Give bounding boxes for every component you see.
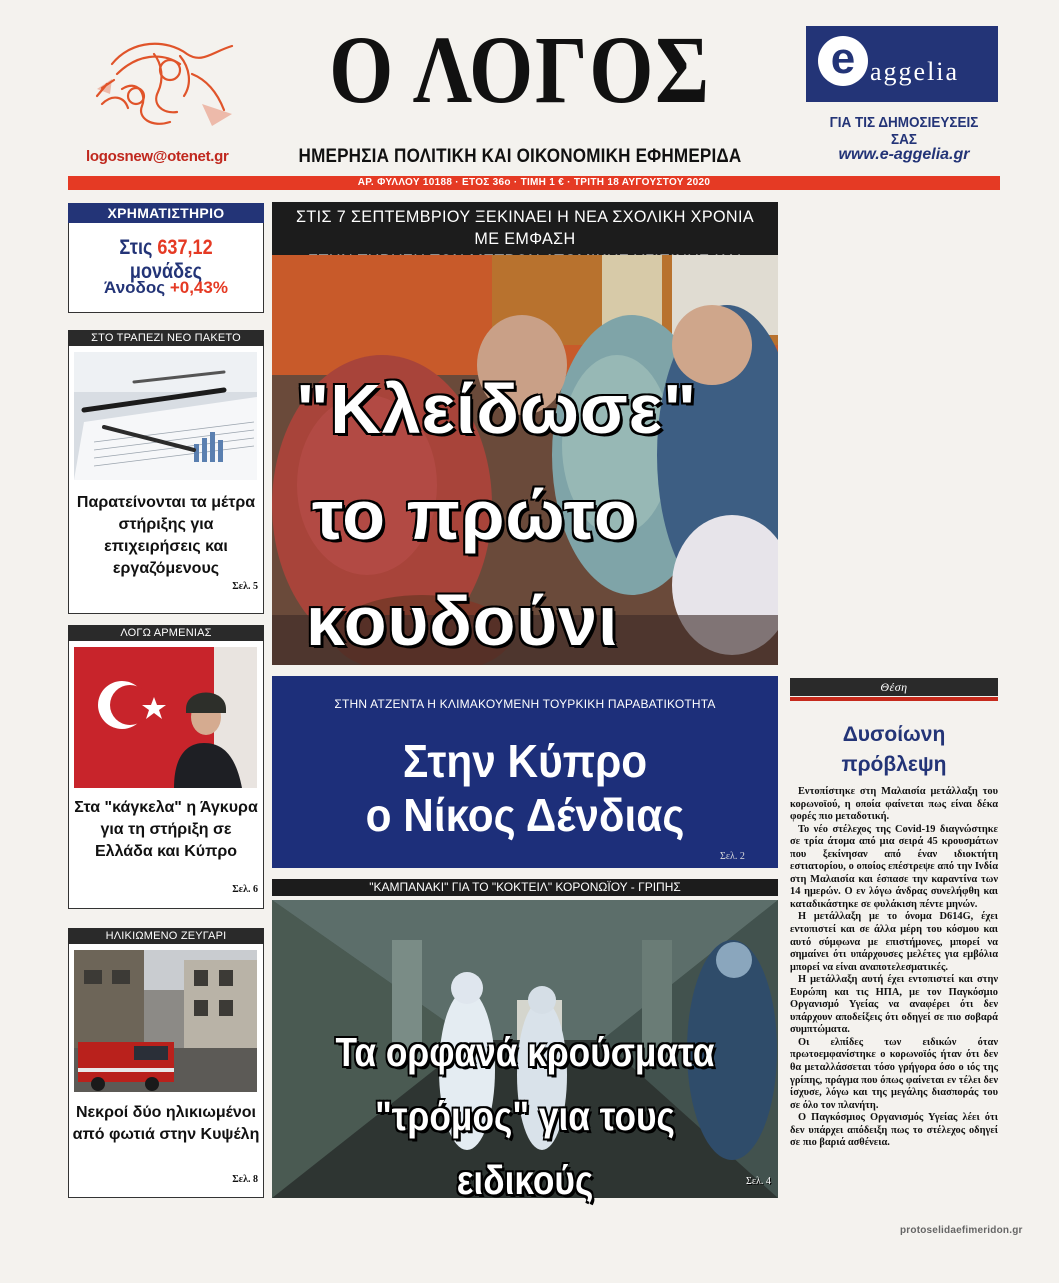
newspaper-subtitle: ΗΜΕΡΗΣΙΑ ΠΟΛΙΤΙΚΗ ΚΑΙ ΟΙΚΟΝΟΜΙΚΗ ΕΦΗΜΕΡΙΔΑ [298, 146, 742, 167]
opinion-paragraph: Εντοπίστηκε στη Μαλαισία μετάλλαξη του κορωνοϊού, η οποία φαίνεται πως είναι δέκα φορές πιο μεταδοτική. [790, 786, 998, 823]
main-banner-line-1: ΣΤΙΣ 7 ΣΕΠΤΕΜΒΡΙΟΥ ΞΕΚΙΝΑΕΙ Η ΝΕΑ ΣΧΟΛΙΚΗ ΧΡΟΝΙΑ ΜΕ ΕΜΦΑΣΗ [296, 207, 754, 248]
eaggelia-logo-letter: e [818, 36, 868, 86]
contact-email[interactable]: logosnew@otenet.gr [86, 148, 229, 165]
stock-index-number: 637,12 [157, 236, 213, 259]
stock-market-heading: ΧΡΗΜΑΤΙΣΤΗΡΙΟ [68, 203, 264, 223]
main-story-headline[interactable] [290, 356, 770, 674]
opinion-paragraph: Οι ελπίδες των ειδικών όταν πρωτοεμφανίστηκε ο κορωνοϊός ήταν ότι δεν θα μεταλλάσσεται τόσο γρήγορα όσο ο ιός της γρίπης, πράγμα που όπως φαίνεται εν τέλει δεν ίσχυσε, λόγω και της μεγάλης διασποράς του σε όλο τον πλανήτη. [790, 1036, 998, 1111]
source-watermark-link[interactable]: protoselidaefimeridon.gr [900, 1225, 1023, 1236]
cyprus-headline-line-2: ο Νίκος Δένδιας [365, 789, 685, 841]
main-headline-line-2: το πρώτο [312, 476, 638, 554]
covid-headline-line-1: Τα ορφανά κρούσματα [335, 1029, 715, 1075]
newspaper-masthead: Ο ΛΟΓΟΣ [329, 16, 711, 123]
stock-line2-prefix: Άνοδος [104, 278, 166, 297]
side-story-1-headline[interactable]: Παρατείνονται τα μέτρα στήριξης για επιχειρήσεις και εργαζόμενους [76, 494, 256, 577]
main-headline-line-1: "Κλείδωσε" [296, 370, 698, 448]
side-story-2-headline[interactable]: Στα "κάγκελα" η Άγκυρα για τη στήριξη σε Ελλάδα και Κύπρο [74, 799, 258, 860]
main-story-banner [272, 202, 778, 257]
eaggelia-tagline: ΓΙΑ ΤΙΣ ΔΗΜΟΣΙΕΥΣΕΙΣ ΣΑΣ [829, 114, 979, 148]
opinion-paragraph: Ο Παγκόσμιος Οργανισμός Υγείας λέει ότι δεν υπάρχει απόδειξη πως το στέλεχος οδηγεί σε πιο βαριά ασθένεια. [790, 1112, 998, 1149]
turkish-soldier-photo [74, 647, 257, 788]
side-story-3-page-ref: Σελ. 8 [232, 1174, 258, 1185]
cyprus-headline-line-1: Στην Κύπρο [402, 735, 648, 787]
opinion-divider [790, 697, 998, 701]
opinion-body [790, 786, 998, 1150]
opinion-tag: Θέση [790, 678, 998, 696]
opinion-paragraph: Το νέο στέλεχος της Covid-19 διαγνώστηκε σε τρία άτομα από μια σειρά 45 κρουσμάτων που ξεκίνησαν από έναν ιδιοκτήτη εστιατορίου, ο οποίος επέστρεψε από την Ινδία στη Μαλαισία και έσπασε την καραντίνα των 14 ημερών. Ο εν λόγω άνδρας συνελήφθη και καταδικάστηκε σε φυλάκιση πέντε μηνών. [790, 823, 998, 910]
opinion-paragraph: Η μετάλλαξη αυτή έχει εντοπιστεί και στην Ευρώπη και τις ΗΠΑ, με τον Παγκόσμιο Οργανισμό Υγείας να αναφέρει ότι δεν υπάρχουν αποδείξεις ότι οδηγεί σε πιο σοβαρά συμπτώματα. [790, 974, 998, 1036]
main-headline-line-3: κουδούνι [306, 582, 619, 660]
covid-story-headline[interactable] [307, 1020, 742, 1212]
fire-truck-street-photo [74, 950, 257, 1092]
opinion-headline-line-1: Δυσοίωνη [842, 723, 946, 746]
side-story-1-page-ref: Σελ. 5 [232, 581, 258, 592]
side-story-3-tag: ΗΛΙΚΙΩΜΕΝΟ ΖΕΥΓΑΡΙ [68, 928, 264, 944]
business-documents-photo [74, 352, 257, 480]
stock-line1-prefix: Στις [119, 236, 153, 259]
side-story-2-tag: ΛΟΓΩ ΑΡΜΕΝΙΑΣ [68, 625, 264, 641]
cyprus-story-page-ref: Σελ. 2 [720, 851, 745, 862]
stock-index-value [83, 236, 248, 284]
stock-change-value: +0,43% [169, 278, 228, 297]
opinion-headline-line-2: πρόβλεψη [841, 753, 947, 776]
stock-line1-suffix: μονάδες [129, 260, 203, 283]
opinion-headline[interactable] [790, 720, 998, 780]
issue-info-bar: ΑΡ. ΦΥΛΛΟΥ 10188 · ΕΤΟΣ 36ο · ΤΙΜΗ 1 € · ΤΡΙΤΗ 18 ΑΥΓΟΥΣΤΟΥ 2020 [68, 176, 1000, 190]
side-story-2-page-ref: Σελ. 6 [232, 884, 258, 895]
side-story-1-tag: ΣΤΟ ΤΡΑΠΕΖΙ ΝΕΟ ΠΑΚΕΤΟ [68, 330, 264, 346]
eaggelia-website-link[interactable]: www.e-aggelia.gr [838, 146, 970, 163]
newspaper-logo-illustration [92, 34, 242, 134]
cyprus-story-kicker: ΣΤΗΝ ΑΤΖΕΝΤΑ Η ΚΛΙΜΑΚΟΥΜΕΝΗ ΤΟΥΡΚΙΚΗ ΠΑΡΑΒΑΤΙΚΟΤΗΤΑ [334, 697, 716, 711]
eaggelia-logo-text: aggelia [870, 57, 960, 86]
opinion-paragraph: Η μετάλλαξη με το όνομα D614G, έχει εντοπιστεί και σε άλλα μέρη του κόσμου και αυτό σύμφωνα με επιστήμονες, μπορεί να σημαίνει ότι υπάρχουσες μελέτες για εμβόλια μπορεί να είναι αναποτελεσματικές. [790, 911, 998, 973]
side-story-3-headline[interactable]: Νεκροί δύο ηλικιωμένοι από φωτιά στην Κυψέλη [72, 1104, 260, 1143]
covid-story-kicker: "ΚΑΜΠΑΝΑΚΙ" ΓΙΑ ΤΟ "ΚΟΚΤΕΙΛ" ΚΟΡΟΝΩΪΟΥ - ΓΡΙΠΗΣ [272, 879, 778, 896]
covid-story-page-ref: Σελ. 4 [746, 1176, 771, 1187]
stock-change [70, 278, 262, 298]
cyprus-story-headline[interactable] [292, 734, 758, 842]
covid-headline-line-2: "τρόμος" για τους ειδικούς [375, 1093, 675, 1203]
